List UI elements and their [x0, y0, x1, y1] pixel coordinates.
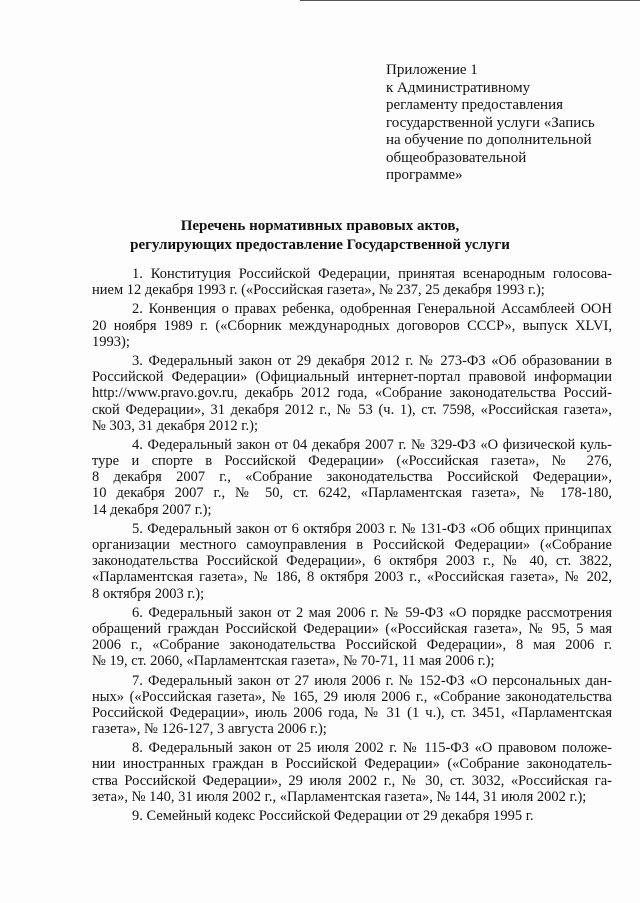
- list-item: [92, 353, 612, 434]
- list-item-line: 2. Конвенция о правах ребенка, одобренная Генеральной Ассамблеей ООН: [132, 301, 612, 318]
- list-item-line: Российской Федерации» (Официальный интернет-портал правовой информации: [92, 369, 612, 386]
- appendix-note: [386, 62, 626, 185]
- list-item-line: газета», № 126-127, 3 августа 2006 г.);: [92, 721, 327, 738]
- list-item: [92, 740, 612, 805]
- list-item: [92, 437, 612, 518]
- list-item-line: 1. Конституция Российской Федерации, принятая всенародным голосова-: [132, 266, 612, 282]
- list-item-line: http://www.pravo.gov.ru, декабрь 2012 года, «Собрание законодательства Россий-: [92, 385, 612, 402]
- list-item-line: 8. Федеральный закон от 25 июля 2002 г. № 115-ФЗ «О правовом положе-: [132, 740, 612, 757]
- list-item-line: обращений граждан Российской Федерации» («Российская газета», № 95, 5 мая: [92, 620, 612, 637]
- list-item-line: ской Федерации», 31 декабря 2012 г., № 53 (ч. 1), ст. 7598, «Российская газета»,: [92, 401, 612, 418]
- list-item-line: зета», № 140, 31 июля 2002 г., «Парламентская газета», № 144, 31 июля 2002 г.);: [92, 788, 587, 805]
- list-item-line: 20 ноября 1989 г. («Сборник международных договоров СССР», выпуск XLVI,: [92, 317, 612, 334]
- list-item-line: 8 декабря 2007 г., «Собрание законодательства Российской Федерации»,: [92, 469, 612, 486]
- list-item-line: 2006 г., «Собрание законодательства Российской Федерации», 8 мая 2006 г.: [92, 637, 612, 654]
- list-item: [92, 808, 612, 824]
- appendix-line: на обучение по дополнительной: [386, 132, 592, 148]
- list-item-line: ных» («Российская газета», № 165, 29 июля 2006 г., «Собрание законодательства: [92, 688, 612, 705]
- list-item-line: туре и спорте в Российской Федерации» («Российская газета», № 276,: [92, 453, 612, 470]
- list-item-line: нии иностранных граждан в Российской Федерации» («Собрание законодатель-: [92, 756, 612, 773]
- appendix-line: регламенту предоставления: [386, 97, 564, 113]
- appendix-line: к Административному: [386, 79, 531, 96]
- list-item-line: 3. Федеральный закон от 29 декабря 2012 г. № 273-ФЗ «Об образовании в: [132, 352, 612, 369]
- list-item-line: 7. Федеральный закон от 27 июля 2006 г. № 152-ФЗ «О персональных дан-: [132, 672, 612, 689]
- list-item-line: 4. Федеральный закон от 04 декабря 2007 г. № 329-ФЗ «О физической куль-: [132, 436, 612, 453]
- list-item-line: организации местного самоуправления в Российской Федерации» («Собрание: [92, 537, 612, 553]
- list-item: [92, 605, 612, 670]
- appendix-line: государственной услуги «Запись: [386, 114, 595, 131]
- list-item-line: 6. Федеральный закон от 2 мая 2006 г. № 59-ФЗ «О порядке рассмотрения: [132, 604, 612, 621]
- list-item: [92, 521, 612, 602]
- list-item-line: 1993);: [92, 333, 130, 350]
- list-item-line: № 303, 31 декабря 2012 г.);: [92, 417, 258, 434]
- title-line-1: Перечень нормативных правовых актов,: [180, 218, 460, 234]
- appendix-line: Приложение 1: [386, 62, 478, 78]
- scan-edge-line: [300, 0, 640, 13]
- list-item-line: законодательства Российской Федерации», 6 октября 2003 г., № 40, ст. 3822,: [92, 553, 612, 570]
- appendix-line: общеобразовательной: [386, 149, 527, 166]
- list-item-line: 9. Семейный кодекс Российской Федерации от 29 декабря 1995 г.: [132, 808, 534, 824]
- appendix-line: программе»: [386, 167, 463, 183]
- list-item-line: 10 декабря 2007 г., № 50, ст. 6242, «Парламентская газета», № 178-180,: [92, 485, 612, 502]
- list-item-line: «Парламентская газета», № 186, 8 октября 2003 г., «Российская газета», № 202,: [92, 569, 612, 586]
- list-item-line: 5. Федеральный закон от 6 октября 2003 г. № 131-ФЗ «Об общих принципах: [132, 520, 612, 537]
- list-item: [92, 673, 612, 738]
- list-item-line: 8 октября 2003 г.);: [92, 585, 205, 602]
- list-item: [92, 301, 612, 350]
- list-item: [92, 266, 612, 298]
- legal-acts-list: [92, 266, 612, 827]
- list-item-line: нием 12 декабря 1993 г. («Российская газета», № 237, 25 декабря 1993 г.);: [92, 282, 545, 299]
- list-item-line: 14 декабря 2007 г.);: [92, 501, 212, 518]
- list-item-line: Российской Федерации», июль 2006 года, № 31 (1 ч.), ст. 3451, «Парламентская: [92, 704, 612, 721]
- list-item-line: ства Российской Федерации», 29 июля 2002 г., № 30, ст. 3032, «Российская га-: [92, 772, 612, 789]
- document-title: [0, 217, 640, 255]
- title-line-2: регулирующих предоставление Государственной услуги: [130, 237, 510, 253]
- list-item-line: № 19, ст. 2060, «Парламентская газета», № 70-71, 11 мая 2006 г.);: [92, 653, 495, 670]
